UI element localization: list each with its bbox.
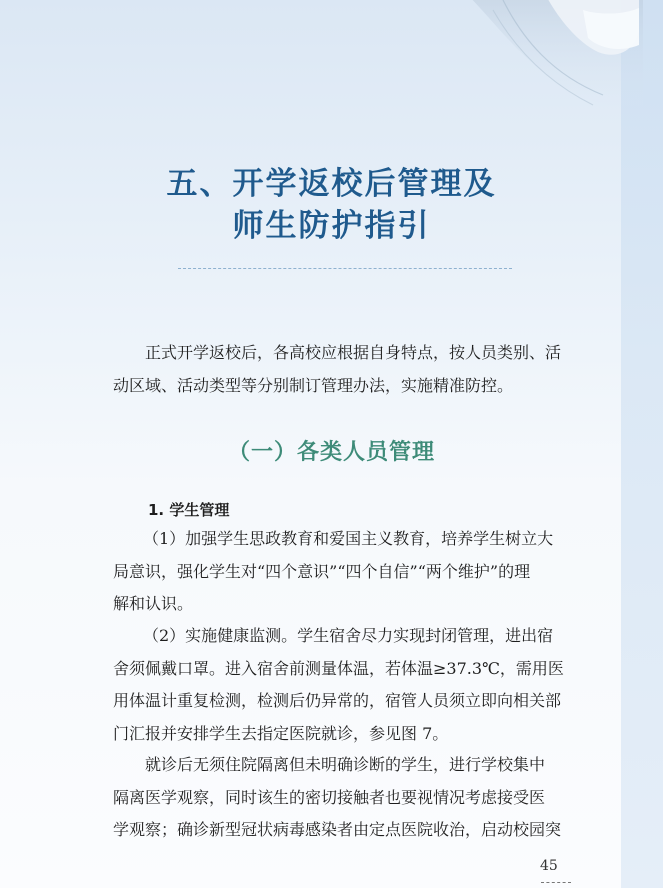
item-paragraph-2 [113,620,581,750]
decorative-masked-person-image [403,0,643,130]
title-divider [178,268,512,269]
intro-line-1: 正式开学返校后，各高校应根据自身特点，按人员类别、活 [145,343,562,362]
item2-line-4: 门汇报并安排学生去指定医院就诊，参见图 7。 [113,723,449,743]
page-title-line-2: 师生防护指引 [232,208,431,244]
intro-line-2: 动区域、活动类型等分别制订管理办法，实施精准防控。 [113,375,514,395]
item2-line-3: 用体温计重复检测，检测后仍异常的，宿管人员须立即向相关部 [113,691,562,710]
item2-line-1: （2）实施健康监测。学生宿舍尽力实现封闭管理，进出宿 [143,626,554,645]
page-number-dash [541,882,571,883]
item-paragraph-1 [113,523,581,621]
item3-line-3: 学观察；确诊新型冠状病毒感染者由定点医院收治，启动校园突 [113,820,562,839]
section-heading: （一）各类人员管理 [227,439,435,465]
item3-line-1: 就诊后无须住院隔离但未明确诊断的学生，进行学校集中 [145,755,546,774]
item1-line-3: 解和认识。 [113,594,194,613]
intro-paragraph [113,337,581,402]
page-title-line-1: 五、开学返校后管理及 [166,166,497,202]
item2-line-2: 舍须佩戴口罩。进入宿舍前测量体温，若体温≥37.3℃，需用医 [113,658,564,678]
item3-line-2: 隔离医学观察，同时该生的密切接触者也要视情况考虑接受医 [113,787,546,807]
subsection-heading: 1. 学生管理 [148,501,230,519]
item-paragraph-3 [113,749,581,847]
page-number: 45 [540,858,558,874]
item1-line-2: 局意识，强化学生对“四个意识”“四个自信”“两个维护”的理 [113,561,531,581]
item1-line-1: （1）加强学生思政教育和爱国主义教育，培养学生树立大 [143,529,554,548]
